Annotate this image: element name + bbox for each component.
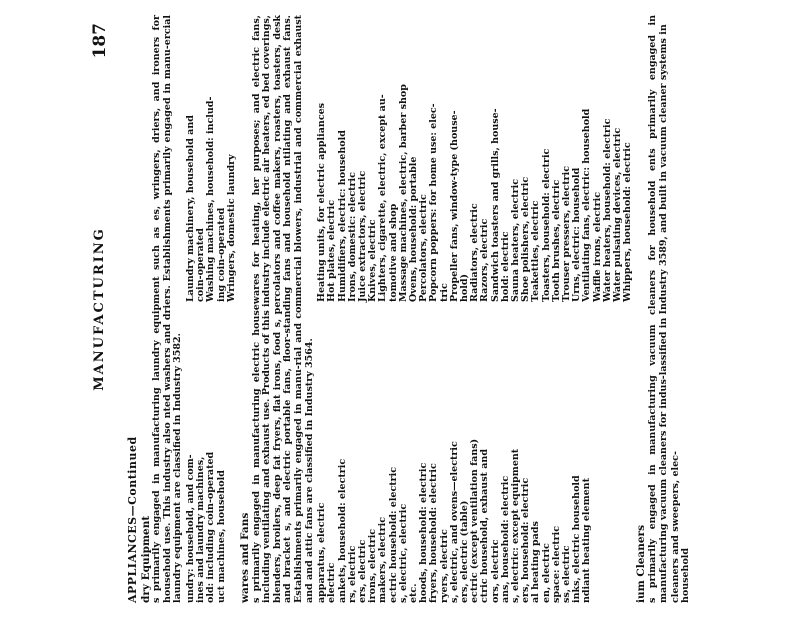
list-item: space: electric xyxy=(550,525,562,603)
list-item: Hot plates, electric xyxy=(326,199,338,302)
list-item: Teakettles, electric xyxy=(530,200,542,302)
wares-list-left xyxy=(317,316,633,603)
wares-product-list xyxy=(317,15,633,603)
list-item: tomotive and shop xyxy=(387,203,399,302)
list-item: makers, electric xyxy=(377,516,389,603)
list-item: Percolators, electric xyxy=(418,194,430,302)
wares-list-right xyxy=(317,15,633,302)
list-item: uct machines, household xyxy=(215,470,227,603)
list-item: s, electric, electric xyxy=(397,503,409,603)
list-item: Trouser pressers, electric xyxy=(561,165,573,302)
list-item: cleaners and sweepers, elec- xyxy=(670,451,682,603)
list-item: ines and laundry machines, xyxy=(195,456,207,603)
list-item: ans, household: electric xyxy=(499,475,511,603)
list-item: ers, household: electric xyxy=(520,477,532,603)
list-item: Heating units, for electric appliances xyxy=(316,102,328,302)
list-item: ers, electric xyxy=(356,539,368,603)
vacuum-paragraph: s primarily engaged in manufacturing vacuum cleaners for household ents primarily engaged in manufacturing vacuum cleaners for indus-lassified in Industry 3589, and built in vacuum cleaner systems in xyxy=(647,15,669,603)
list-item: al heating pads xyxy=(530,521,542,603)
wares-heading: wares and Fans xyxy=(238,512,251,603)
vacuum-product-list xyxy=(671,15,691,603)
list-item: Tooth brushes, electric xyxy=(550,179,562,302)
list-item: apparatus, electric xyxy=(316,502,328,603)
list-item: rs, electric xyxy=(346,545,358,603)
list-item: ectric (except ventilation fans) xyxy=(469,438,481,603)
page-number: 187 xyxy=(90,23,110,59)
list-item: hoods, household: electric xyxy=(418,462,430,603)
running-header xyxy=(90,9,116,609)
list-item: Popcorn poppers: for home use: elec- xyxy=(428,103,440,302)
list-item: hold) xyxy=(458,274,470,302)
laundry-list-right xyxy=(186,15,237,302)
list-item: irons, electric xyxy=(367,528,379,603)
list-item: ors, electric xyxy=(489,539,501,603)
list-item: Juice extractors, electric xyxy=(356,170,368,302)
list-item: ing coin-operated xyxy=(215,207,227,302)
laundry-heading: dry Equipment xyxy=(139,515,152,603)
list-item: inks, electric household xyxy=(571,475,583,603)
list-item: undry: household, and com- xyxy=(184,454,196,603)
list-item: s, electric, and ovens—electric xyxy=(448,441,460,603)
section-title: APPLIANCES—Continued xyxy=(126,436,139,603)
list-item: ryers, electric xyxy=(438,529,450,603)
list-item: ctric household, exhaust and xyxy=(479,449,491,603)
list-item: ankets, household: electric xyxy=(336,458,348,603)
list-item: Propeller fans, window-type (house- xyxy=(448,110,460,302)
list-item: Massage machines, electric, barber shop xyxy=(397,84,409,302)
list-item: Whippers, household: electric xyxy=(622,142,634,302)
page-body xyxy=(126,15,695,603)
list-item: Ovens, household: portable xyxy=(407,156,419,302)
list-item: ectric household: electric xyxy=(387,466,399,603)
list-item: s, electric: except equipment xyxy=(510,448,521,603)
list-item: old: including coin-operated xyxy=(205,451,217,603)
list-item: Razors, electric xyxy=(479,218,491,302)
list-item: Water heaters, household: electric xyxy=(601,118,613,302)
list-item: electric xyxy=(326,562,338,603)
laundry-list-left xyxy=(186,316,237,603)
list-item: Irons, domestic: electric xyxy=(346,172,358,302)
list-item: Washing machines, household: includ- xyxy=(205,96,217,302)
list-item: household xyxy=(680,547,692,603)
vacuum-heading: ium Cleaners xyxy=(635,525,648,603)
wares-paragraph: s primarily engaged in manufacturing electric housewares for heating, her purposes; and electric fans, including ventilating and exhaust use. Products of this industry include electric air heaters, ed bed coverings, blenders, broilers, deep fat fryers, flat irons, food s, percolators and coffee makers, roasters, toasters, desk and bracket s, and electric portable fans, floor-standing fans and household ntilating and exhaust fans. Establishments primarily engaged in manu-rial and commercial blowers, industrial and commercial exhaust and and attic fans are classified in Industry 3564. xyxy=(250,15,315,603)
list-item: ers, electric (table) xyxy=(458,500,470,603)
vacuum-list-right xyxy=(671,15,691,302)
vacuum-list-left xyxy=(671,316,691,603)
list-item: Water pulsating devices, electric xyxy=(612,127,624,302)
list-item: Radiators, electric xyxy=(469,203,481,302)
list-item: ndiant heating element xyxy=(581,478,593,603)
list-item: etc. xyxy=(407,583,419,603)
list-item: Sandwich toasters and grills, house- xyxy=(489,108,501,302)
list-item: fryers, household: electric xyxy=(428,463,440,603)
list-item: tric xyxy=(438,283,450,302)
list-item: Sauna heaters, electric xyxy=(510,178,521,302)
laundry-product-list xyxy=(186,15,237,603)
list-item: hold: electric xyxy=(499,231,511,302)
rotated-page-content xyxy=(90,9,710,609)
list-item: Shoe polishers, electric xyxy=(520,176,532,302)
list-item: en, electric xyxy=(540,543,552,603)
list-item: Waffle irons, electric xyxy=(591,191,603,302)
list-item: Lighters, cigarette, electric, except au- xyxy=(377,94,389,302)
list-item: Laundry machinery, household and xyxy=(184,115,196,302)
list-item: Knives, electric xyxy=(367,219,379,302)
list-item: coin-operated xyxy=(195,228,207,302)
list-item: ss, electric xyxy=(561,545,573,603)
list-item: Ventilating fans, electric: household xyxy=(581,108,593,302)
running-title: MANUFACTURING xyxy=(92,227,107,391)
list-item: Humidifiers, electric: household xyxy=(336,130,348,302)
laundry-paragraph: s primarily engaged in manufacturing laundry equipment such as es, wringers, driers, and ironers for household use. This industry also nted washers and driers. Establishments primarily engaged in manu-ercial laundry equipment are classified in Industry 3582. xyxy=(151,15,184,603)
list-item: Toasters, household: electric xyxy=(540,148,552,302)
list-item: Wringers, domestic laundry xyxy=(225,154,237,302)
list-item: Urns, electric: household xyxy=(571,167,583,302)
